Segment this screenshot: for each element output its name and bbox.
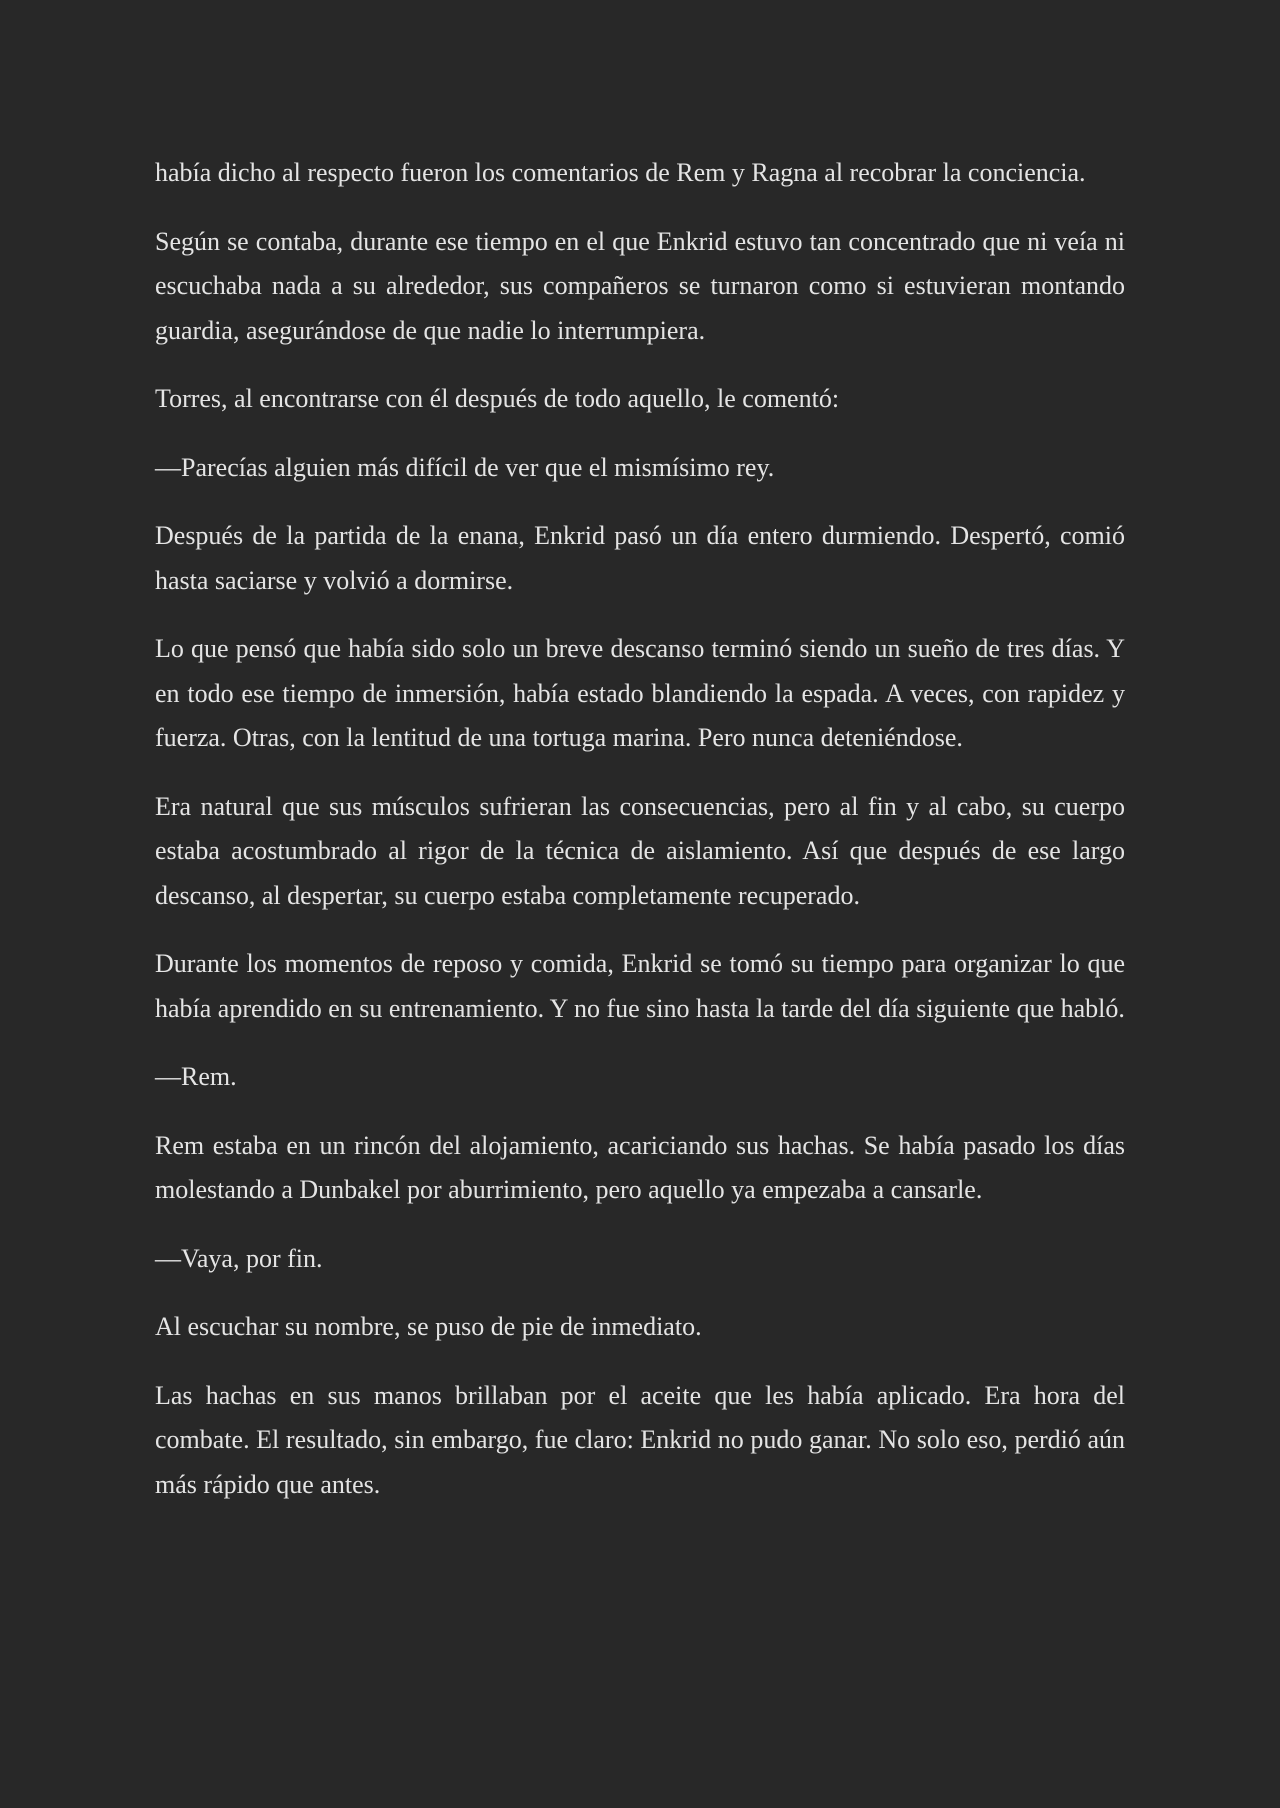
paragraph: Según se contaba, durante ese tiempo en el que Enkrid estuvo tan concentrado que ni veía ni escuchaba nada a su alrededor, sus compañeros se turnaron como si estuvieran montando guardia, asegurándose de que nadie lo interrumpiera. — [155, 226, 1125, 345]
document-body — [155, 151, 1125, 1507]
paragraph: Después de la partida de la enana, Enkrid pasó un día entero durmiendo. Despertó, comió hasta saciarse y volvió a dormirse. — [155, 521, 1125, 595]
dialogue-line: —Rem. — [155, 1062, 237, 1091]
paragraph: Lo que pensó que había sido solo un breve descanso terminó siendo un sueño de tres días. Y en todo ese tiempo de inmersión, había estado blandiendo la espada. A veces, con rapidez y fuerza. Otras, con la lentitud de una tortuga marina. Pero nunca deteniéndose. — [155, 634, 1125, 752]
paragraph: Durante los momentos de reposo y comida, Enkrid se tomó su tiempo para organizar lo que había aprendido en su entrenamiento. Y no fue sino hasta la tarde del día siguiente que habló. — [155, 949, 1125, 1023]
paragraph: Las hachas en sus manos brillaban por el aceite que les había aplicado. Era hora del combate. El resultado, sin embargo, fue claro: Enkrid no pudo ganar. No solo eso, perdió aún más rápido que antes. — [155, 1380, 1125, 1499]
dialogue-line: —Vaya, por fin. — [155, 1243, 323, 1273]
dialogue-line: —Parecías alguien más difícil de ver que el mismísimo rey. — [155, 452, 775, 482]
paragraph: Al escuchar su nombre, se puso de pie de inmediato. — [155, 1312, 702, 1341]
paragraph: Era natural que sus músculos sufrieran las consecuencias, pero al fin y al cabo, su cuerpo estaba acostumbrado al rigor de la técnica de aislamiento. Así que después de ese largo descanso, al despertar, su cuerpo estaba completamente recuperado. — [155, 791, 1125, 910]
paragraph: Rem estaba en un rincón del alojamiento, acariciando sus hachas. Se había pasado los días molestando a Dunbakel por aburrimiento, pero aquello ya empezaba a cansarle. — [155, 1130, 1125, 1204]
paragraph: Torres, al encontrarse con él después de todo aquello, le comentó: — [155, 384, 840, 413]
paragraph: había dicho al respecto fueron los comentarios de Rem y Ragna al recobrar la conciencia. — [155, 158, 1086, 187]
